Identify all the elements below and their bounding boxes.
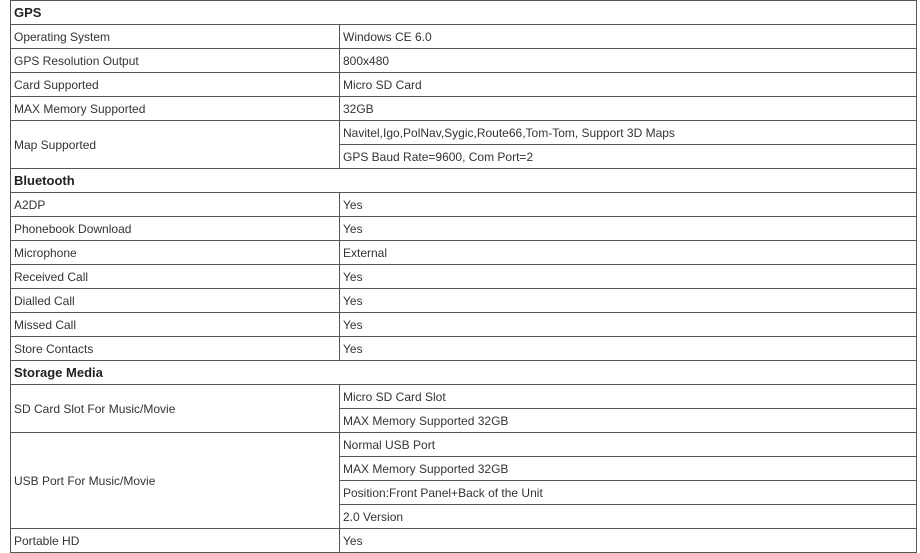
- table-row: [11, 265, 917, 289]
- spec-label: USB Port For Music/Movie: [11, 433, 340, 529]
- spec-value: Normal USB Port: [340, 433, 917, 457]
- table-row: [11, 25, 917, 49]
- table-row: [11, 337, 917, 361]
- spec-value: Yes: [340, 337, 917, 361]
- spec-value: Position:Front Panel+Back of the Unit: [340, 481, 917, 505]
- table-row: [11, 241, 917, 265]
- spec-table: [10, 0, 917, 553]
- section-title: GPS: [11, 1, 917, 25]
- spec-value: Windows CE 6.0: [340, 25, 917, 49]
- spec-value: 2.0 Version: [340, 505, 917, 529]
- spec-label: Missed Call: [11, 313, 340, 337]
- spec-value: External: [340, 241, 917, 265]
- spec-label: MAX Memory Supported: [11, 97, 340, 121]
- spec-label: SD Card Slot For Music/Movie: [11, 385, 340, 433]
- spec-value: Navitel,Igo,PolNav,Sygic,Route66,Tom-Tom, Support 3D Maps: [340, 121, 917, 145]
- spec-value: Yes: [340, 217, 917, 241]
- spec-label: Operating System: [11, 25, 340, 49]
- table-row: [11, 313, 917, 337]
- spec-value: Yes: [340, 313, 917, 337]
- spec-label: Card Supported: [11, 73, 340, 97]
- table-row: [11, 49, 917, 73]
- table-row: [11, 433, 917, 457]
- section-header-row: [11, 169, 917, 193]
- spec-value: Yes: [340, 193, 917, 217]
- spec-value: MAX Memory Supported 32GB: [340, 409, 917, 433]
- spec-label: Microphone: [11, 241, 340, 265]
- spec-label: Map Supported: [11, 121, 340, 169]
- table-row: [11, 217, 917, 241]
- spec-label: Store Contacts: [11, 337, 340, 361]
- table-row: [11, 121, 917, 145]
- spec-label: Portable HD: [11, 529, 340, 553]
- spec-value: Micro SD Card: [340, 73, 917, 97]
- spec-value: Yes: [340, 265, 917, 289]
- spec-value: 32GB: [340, 97, 917, 121]
- spec-value: Micro SD Card Slot: [340, 385, 917, 409]
- section-header-row: [11, 361, 917, 385]
- spec-value: MAX Memory Supported 32GB: [340, 457, 917, 481]
- spec-value: Yes: [340, 529, 917, 553]
- section-header-row: [11, 1, 917, 25]
- spec-value: Yes: [340, 289, 917, 313]
- spec-label: Dialled Call: [11, 289, 340, 313]
- table-row: [11, 529, 917, 553]
- spec-label: GPS Resolution Output: [11, 49, 340, 73]
- spec-value: GPS Baud Rate=9600, Com Port=2: [340, 145, 917, 169]
- table-row: [11, 289, 917, 313]
- spec-value: 800x480: [340, 49, 917, 73]
- section-title: Bluetooth: [11, 169, 917, 193]
- section-title: Storage Media: [11, 361, 917, 385]
- spec-table-body: [11, 0, 917, 553]
- spec-label: A2DP: [11, 193, 340, 217]
- table-row: [11, 73, 917, 97]
- spec-label: Phonebook Download: [11, 217, 340, 241]
- table-row: [11, 385, 917, 409]
- table-row: [11, 193, 917, 217]
- table-row: [11, 97, 917, 121]
- spec-label: Received Call: [11, 265, 340, 289]
